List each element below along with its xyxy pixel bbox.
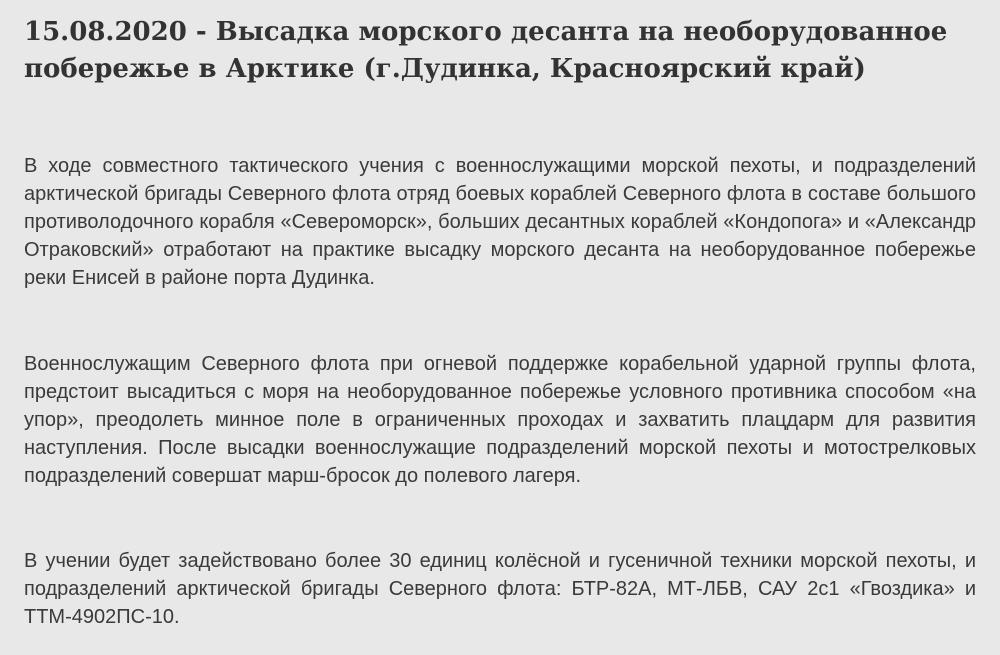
article-paragraph-1: В ходе совместного тактического учения с военнослужащими морской пехоты, и подразделений арктической бригады Северного флота отряд боевых кораблей Северного флота в составе большого противолодочного корабля «Североморск», больших десантных кораблей «Кондопога» и «Александр Отраковский» отработают на практике высадку морского десанта на необорудованное побережье реки Енисей в районе порта Дудинка. (24, 155, 976, 289)
article-paragraph-3: В учении будет задействовано более 30 единиц колёсной и гусеничной техники морской пехоты, и подразделений арктической бригады Северного флота: БТР-82А, МТ-ЛБВ, САУ 2с1 «Гвоздика» и ТТМ-4902ПС-10. (24, 550, 976, 628)
article-paragraph-2: Военнослужащим Северного флота при огневой поддержке корабельной ударной группы флота, предстоит высадиться с моря на необорудованное побережье условного противника способом «на упор», преодолеть минное поле в ограниченных проходах и захватить плацдарм для развития наступления. После высадки военнослужащие подразделений морской пехоты и мотострелковых подразделений совершат марш-бросок до полевого лагеря. (24, 353, 976, 487)
article-title: 15.08.2020 - Высадка морского десанта на необорудованное побережье в Арктике (г.Дудинка, Красноярский край) (24, 17, 948, 84)
